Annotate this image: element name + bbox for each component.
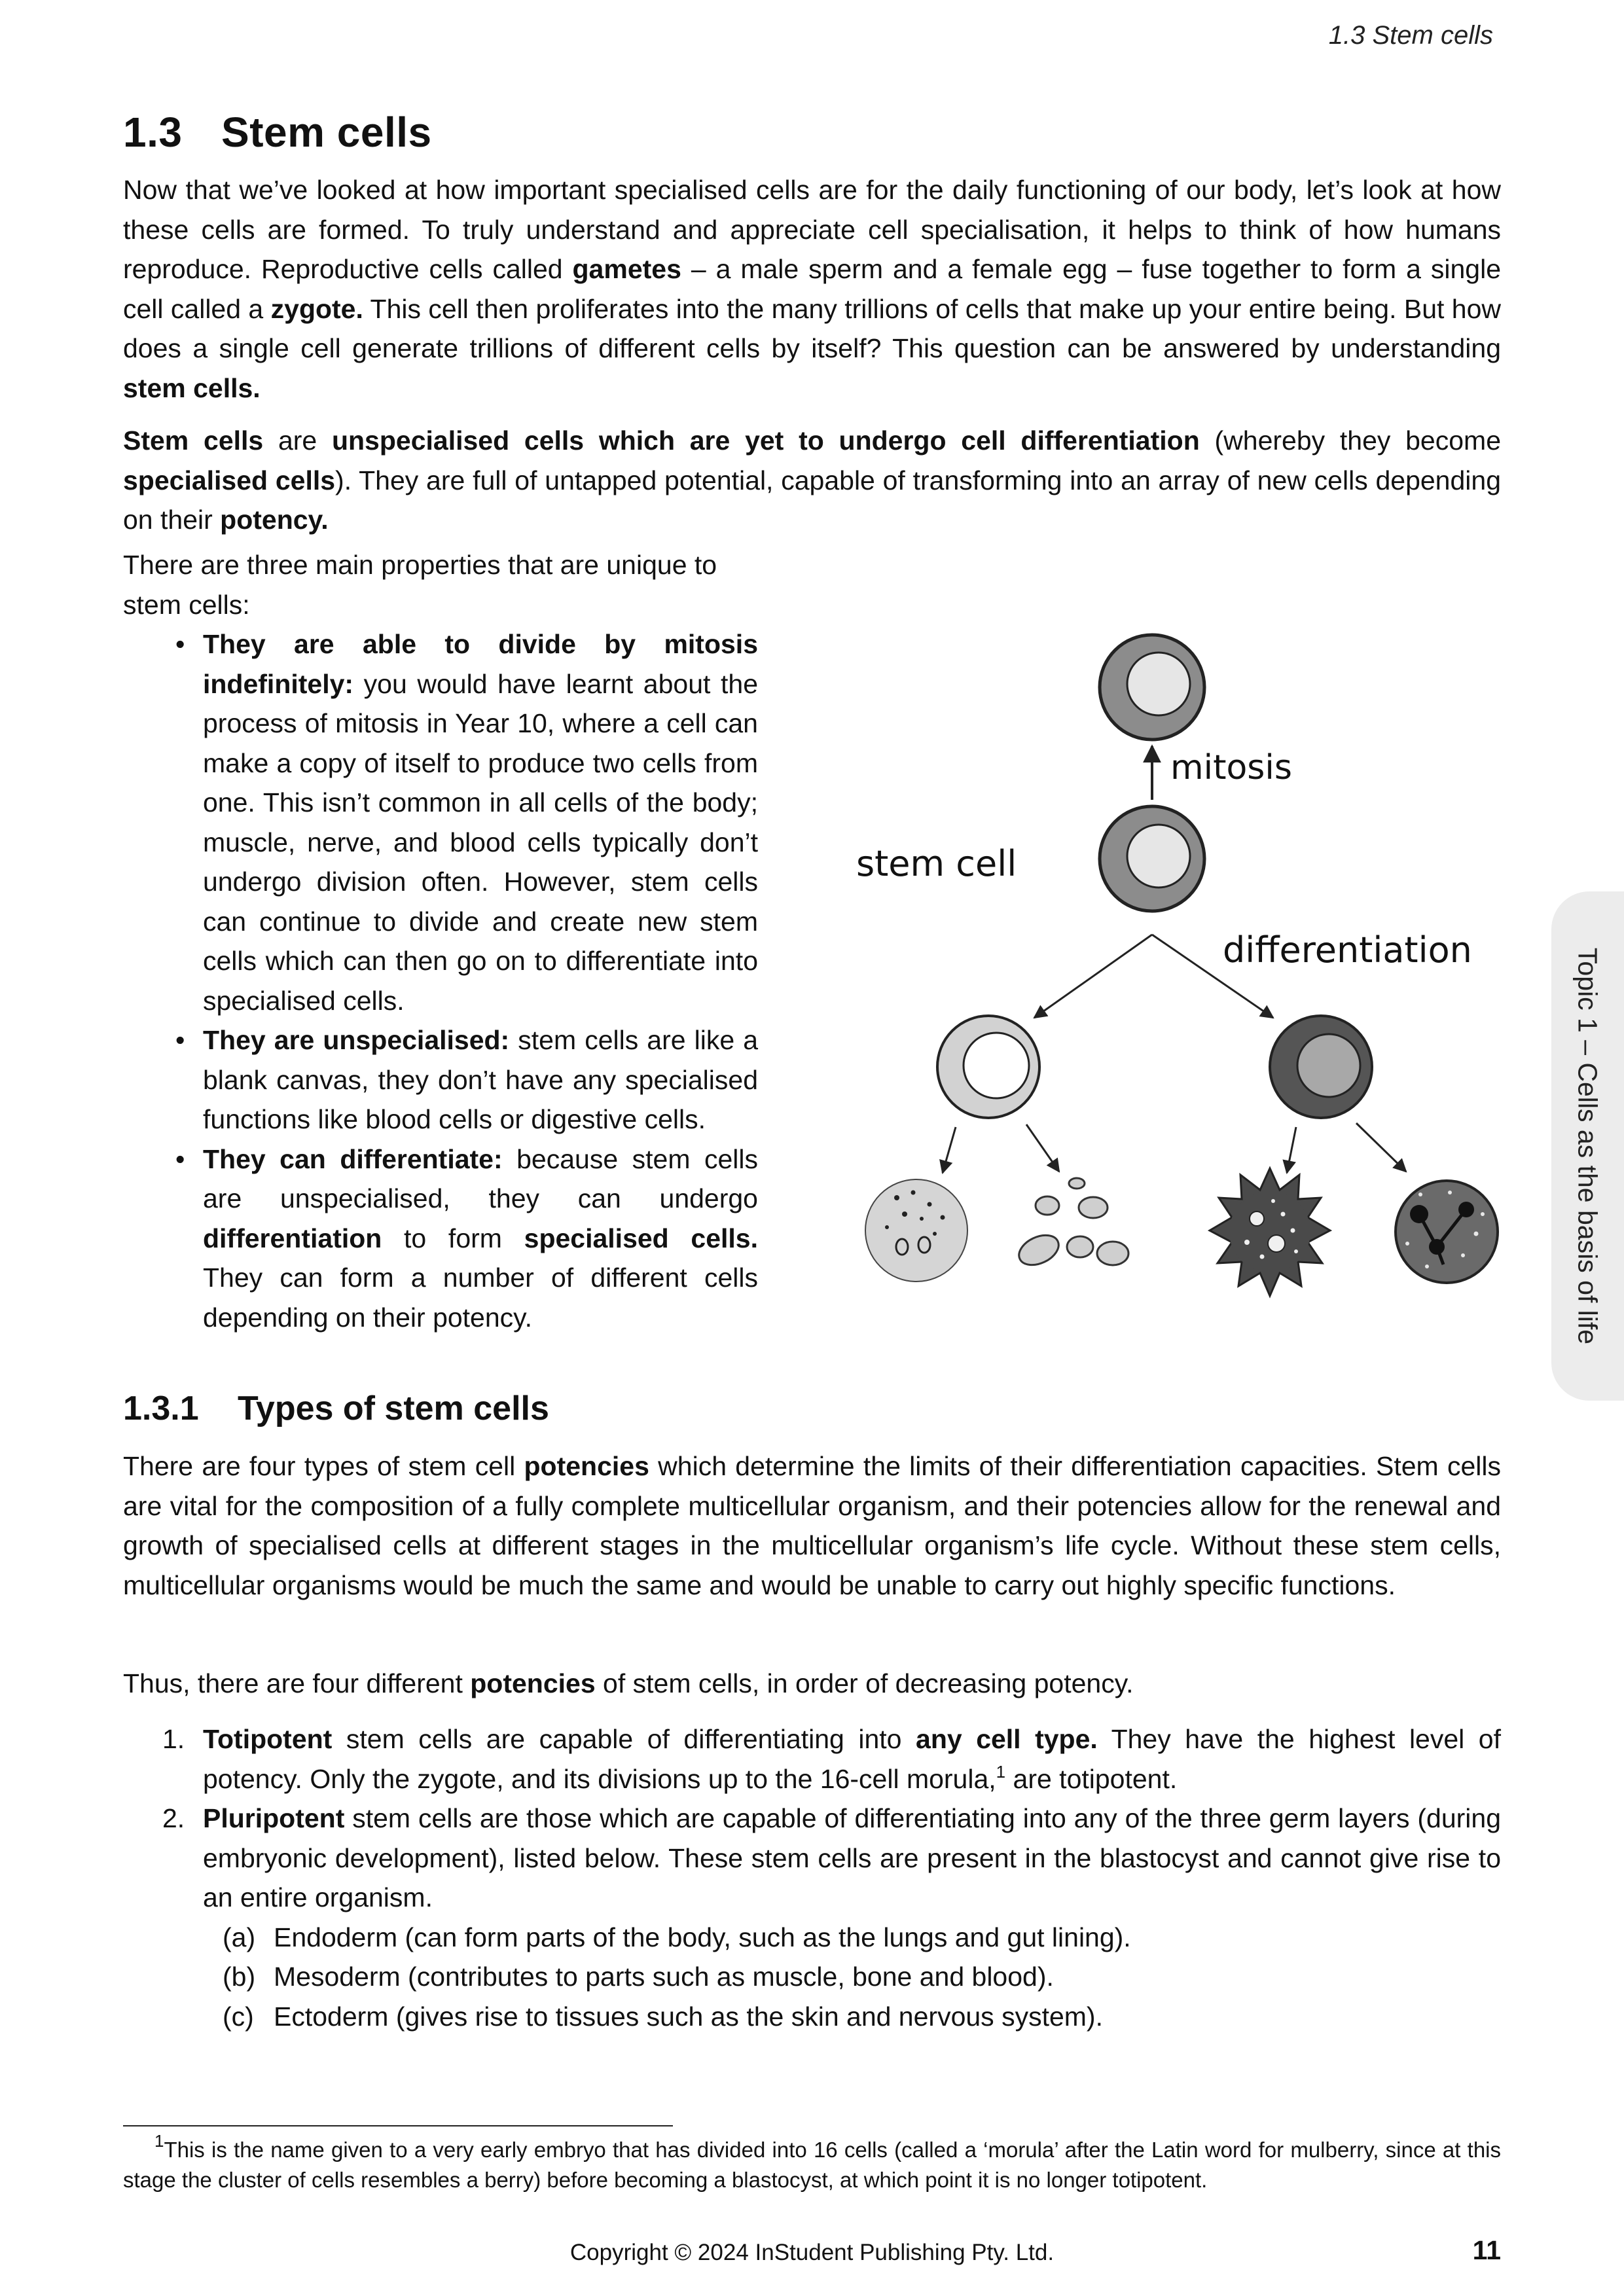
- totipotent-text-end: are totipotent.: [1005, 1763, 1178, 1794]
- running-header: 1.3 Stem cells: [1328, 21, 1493, 50]
- granular-cell: [865, 1179, 967, 1282]
- arrow-to-pale-cell: [943, 1127, 956, 1173]
- potencies-order-paragraph: Thus, there are four different potencies of stem cells, in order of decreasing potency.: [123, 1668, 1134, 1698]
- differentiation-arrow-left: [1034, 935, 1152, 1018]
- list-marker: 1.: [162, 1724, 185, 1754]
- subsection-number: 1.3.1: [123, 1390, 199, 1427]
- arrow-to-nerve-cell: [1356, 1123, 1406, 1172]
- footnote-rule: [123, 2125, 673, 2126]
- footnote-marker: 1: [154, 2131, 164, 2151]
- subsection-title: [123, 1389, 549, 1428]
- central-stem-cell: [1100, 806, 1204, 911]
- property-item-differentiate: • They can differentiate: because stem cells are unspecialised, they can undergo differentiation to form specialised cells. They can form a number of different cells depending on their potency.: [203, 1139, 758, 1338]
- stem-cell-definition-paragraph: Stem cells are unspecialised cells which are yet to undergo cell differentiation (whereby they become specialised cells). They are full of untapped potential, capable of transforming into an array of new cells depending on their potency.: [123, 425, 1501, 535]
- properties-list: [123, 624, 758, 1337]
- properties-block: [123, 545, 758, 1337]
- germ-layer-marker: (b): [223, 1962, 256, 1992]
- germ-layer-list: [203, 1918, 1501, 2037]
- germ-layer-text: Endoderm (can form parts of the body, such as the lungs and gut lining).: [274, 1922, 1131, 1952]
- germ-layer-marker: (c): [223, 2001, 254, 2032]
- footnote-text: This is the name given to a very early embryo that has divided into 16 cells (called a ‘morula’ after the Latin word for mulberry, since at this stage the cluster of cells resembles a berry) before becoming a blastocyst, at which point it is no longer totipotent.: [123, 2138, 1501, 2192]
- blood-cells: [1015, 1178, 1128, 1271]
- topic-side-tab-label: Topic 1 – Cells as the basis of life: [1572, 947, 1603, 1345]
- spiky-cell: [1210, 1168, 1330, 1296]
- property-item-mitosis: • They are able to divide by mitosis indefinitely: you would have learnt about the process of mitosis in Year 10, where a cell can make a copy of itself to produce two cells from one. This isn’t common in all cells of the body; muscle, nerve, and blood cells typically don’t undergo division often. However, stem cells can continue to divide and create new stem cells which can then go on to differentiate into specialised cells.: [203, 624, 758, 1020]
- mitosis-label: mitosis: [1170, 748, 1292, 787]
- footnote-reference: 1: [996, 1761, 1006, 1782]
- progenitor-cell-light: [937, 1016, 1039, 1118]
- potency-item-totipotent: [123, 1719, 1501, 1799]
- germ-layer-text: Ectoderm (gives rise to tissues such as the skin and nervous system).: [274, 2001, 1103, 2032]
- list-marker: 2.: [162, 1803, 185, 1833]
- copyright-notice: Copyright © 2024 InStudent Publishing Pty. Ltd.: [569, 2240, 1055, 2265]
- property-item-unspecialised: • They are unspecialised: stem cells are like a blank canvas, they don’t have any specialised functions like blood cells or digestive cells.: [203, 1020, 758, 1139]
- germ-layer-ectoderm: [203, 1997, 1501, 2037]
- properties-lead: There are three main properties that are unique to stem cells:: [123, 550, 717, 620]
- nerve-cell: [1396, 1181, 1498, 1283]
- germ-layer-text: Mesoderm (contributes to parts such as muscle, bone and blood).: [274, 1962, 1054, 1992]
- germ-layer-marker: (a): [223, 1922, 256, 1952]
- subsection-title-text: Types of stem cells: [238, 1390, 549, 1427]
- stem-cell-diagram: [851, 622, 1519, 1302]
- section-title-text: Stem cells: [221, 109, 432, 156]
- arrow-to-spiky-cell: [1287, 1127, 1296, 1173]
- potencies-intro-paragraph: There are four types of stem cell potencies which determine the limits of their differentiation capacities. Stem cells are vital for the composition of a fully complete multicellular organism, and their potencies allow for the renewal and growth of specialised cells at different stages in the multicellular organism’s life cycle. Without these stem cells, multicellular organisms would be much the same and would be unable to carry out highly specific functions.: [123, 1451, 1501, 1600]
- germ-layer-mesoderm: [203, 1957, 1501, 1997]
- pluripotent-text: Pluripotent stem cells are those which are capable of differentiating into any of the three germ layers (during embryonic development), listed below. These stem cells are present in the blastocyst and cannot give rise to an entire organism.: [203, 1803, 1501, 1912]
- section-number: 1.3: [123, 109, 183, 156]
- topic-side-tab: [1551, 891, 1624, 1401]
- potency-list: [123, 1719, 1501, 2036]
- stem-cell-label: stem cell: [856, 843, 1017, 884]
- page-number: 11: [1472, 2235, 1501, 2265]
- arrow-to-blood-cells: [1026, 1124, 1059, 1172]
- daughter-stem-cell: [1100, 635, 1204, 740]
- section-title: [123, 108, 432, 156]
- potency-item-pluripotent: [123, 1799, 1501, 2036]
- germ-layer-endoderm: [203, 1918, 1501, 1958]
- footnote: [123, 2131, 1501, 2195]
- differentiation-label: differentiation: [1223, 929, 1472, 971]
- intro-paragraph: Now that we’ve looked at how important specialised cells are for the daily functioning of our body, let’s look at how these cells are formed. To truly understand and appreciate cell specialisation, it helps to think of how humans reproduce. Reproductive cells called gametes – a male sperm and a female egg – fuse together to form a single cell called a zygote. This cell then proliferates into the many trillions of cells that make up your entire being. But how does a single cell generate trillions of different cells by itself? This question can be answered by understanding stem cells.: [123, 175, 1502, 403]
- totipotent-text: Totipotent stem cells are capable of differentiating into any cell type. They have the highest level of potency. Only the zygote, and its divisions up to the 16-cell morula,: [203, 1724, 1501, 1794]
- progenitor-cell-dark: [1270, 1016, 1372, 1118]
